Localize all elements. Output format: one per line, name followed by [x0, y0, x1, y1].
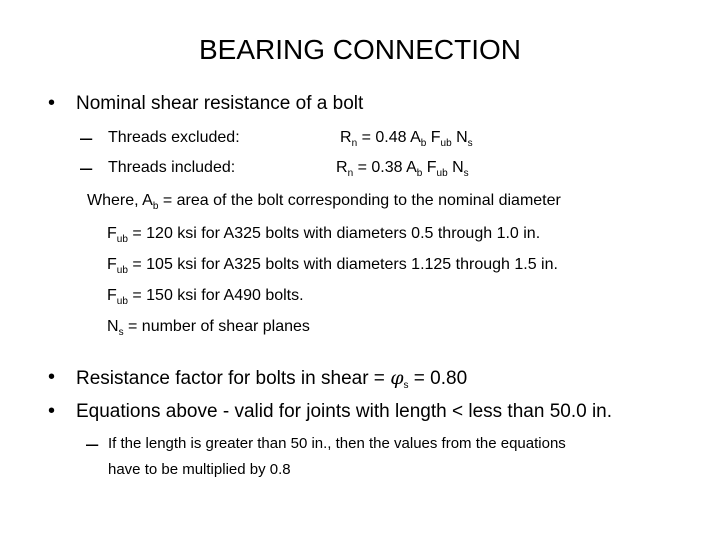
fub-line-3: $F_{ub} = 150$ ksi for A490 bolts. [107, 287, 304, 307]
length-note-line-2: have to be multiplied by 0.8 [108, 461, 291, 478]
fub-line-2: $F_{ub} = 105$ ksi for A325 bolts with diameters 1.125 through 1.5 in. [107, 256, 558, 276]
where-line: Where, $A_b$ = area of the bolt corresponding to the nominal diameter [87, 192, 561, 212]
nominal-shear-heading: Nominal shear resistance of a bolt [76, 93, 364, 114]
dash-icon: – [86, 431, 99, 456]
bullet-icon: • [48, 366, 56, 388]
fub-line-1: $F_{ub} = 120$ ksi for A325 bolts with diameters 0.5 through 1.0 in. [107, 225, 541, 245]
ns-line: $N_s$ = number of shear planes [107, 318, 310, 338]
threads-excluded-label: Threads excluded: [108, 129, 240, 146]
dash-icon: – [80, 125, 93, 150]
dash-icon: – [80, 155, 93, 180]
resistance-factor-line: Resistance factor for bolts in shear = $\varphi_s = 0.80$ [76, 367, 468, 391]
slide-title: BEARING CONNECTION [198, 34, 522, 65]
length-note-line-1: If the length is greater than 50 in., then the values from the equations [108, 435, 566, 452]
threads-included-label: Threads included: [108, 159, 236, 176]
bullet-icon: • [48, 92, 56, 114]
threads-excluded-formula: $R_n = 0.48$ $A_b$ $F_{ub}$ $N_s$ [340, 129, 473, 149]
bullet-icon: • [48, 400, 56, 422]
phi-symbol: φ [390, 367, 404, 389]
threads-included-formula: $R_n = 0.38$ $A_b$ $F_{ub}$ $N_s$ [336, 159, 469, 179]
equations-validity-line: Equations above - valid for joints with length < less than 50.0 in. [76, 401, 613, 422]
